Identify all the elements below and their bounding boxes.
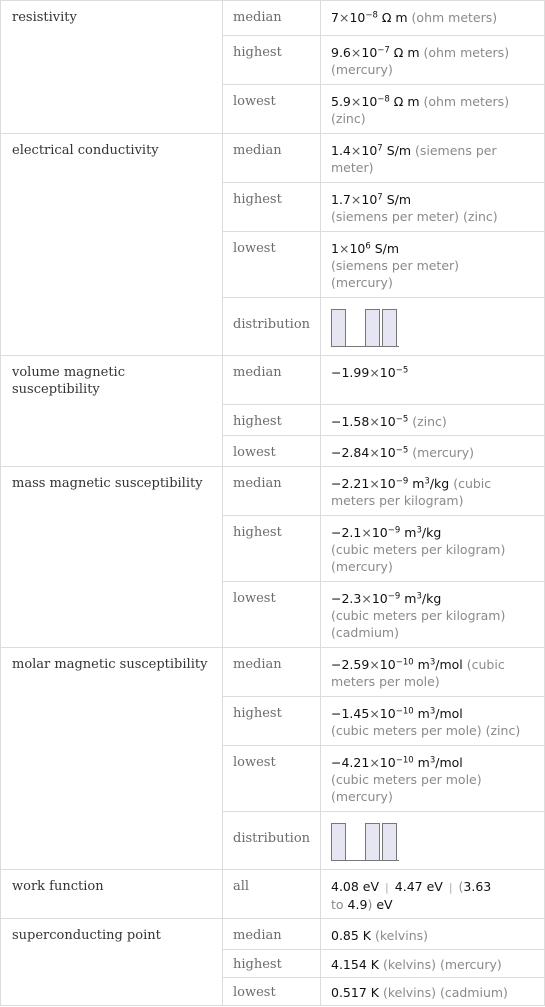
table-row [1, 467, 545, 516]
value-cell: $1.7\times 10^7$ S/m (siemens per meter) (zinc) [321, 183, 545, 232]
stat-label: distribution [223, 298, 321, 356]
value-cell: $-2.84\times 10^{-5}$ (mercury) [321, 436, 545, 467]
stat-label: lowest [223, 582, 321, 648]
value-cell: $-4.21\times 10^{-10}$ $m^3$/mol (cubic meters per mole) (mercury) [321, 746, 545, 812]
stat-label: median [223, 919, 321, 950]
stat-label: lowest [223, 85, 321, 134]
value-cell: $-2.59\times 10^{-10}$ $m^3$/mol (cubic meters per mole) [321, 648, 545, 697]
histogram-bar-1 [331, 309, 346, 346]
property-label-mass-magnetic-susceptibility: mass magnetic susceptibility [1, 467, 223, 648]
property-label-conductivity: electrical conductivity [1, 134, 223, 356]
table-row [1, 134, 545, 183]
value-cell: $-2.1\times 10^{-9}$ $m^3/kg$ (cubic meters per kilogram) (mercury) [321, 516, 545, 582]
stat-label: median [223, 134, 321, 183]
stat-label: median [223, 467, 321, 516]
value-cell: $9.6\times 10^{-7}$ Ω m (ohm meters) (mercury) [321, 36, 545, 85]
table-row [1, 356, 545, 405]
histogram-bar-1 [331, 823, 346, 860]
value-cell: $-1.99\times 10^{-5}$ [321, 356, 545, 405]
property-label-molar-magnetic-susceptibility: molar magnetic susceptibility [1, 648, 223, 870]
value-cell: 4.154 K (kelvins) (mercury) [321, 950, 545, 978]
value-cell: $-1.45\times 10^{-10}$ $m^3$/mol (cubic meters per mole) (zinc) [321, 697, 545, 746]
histogram-bar-2 [365, 309, 380, 346]
stat-label: highest [223, 516, 321, 582]
stat-label: highest [223, 36, 321, 85]
histogram-bar-3 [382, 309, 397, 346]
property-label-resistivity: resistivity [1, 1, 223, 134]
stat-label: lowest [223, 978, 321, 1006]
value-cell: 0.517 K (kelvins) (cadmium) [321, 978, 545, 1006]
distribution-cell [321, 298, 545, 356]
property-label-work-function: work function [1, 870, 223, 919]
table-row [1, 919, 545, 950]
stat-label: highest [223, 183, 321, 232]
value-cell: 0.85 K (kelvins) [321, 919, 545, 950]
value-cell: $1.4\times 10^7$ S/m (siemens per meter) [321, 134, 545, 183]
value-cell: $-1.58\times 10^{-5}$ (zinc) [321, 405, 545, 436]
stat-label: highest [223, 405, 321, 436]
stat-label: lowest [223, 746, 321, 812]
stat-label: distribution [223, 812, 321, 870]
value-cell: $-2.3\times 10^{-9}$ $m^3/kg$ (cubic meters per kilogram) (cadmium) [321, 582, 545, 648]
stat-label: highest [223, 697, 321, 746]
table-row [1, 1, 545, 36]
table-row [1, 648, 545, 697]
distribution-chart [331, 822, 399, 861]
value-cell: $7\times 10^{-8}$ Ω m (ohm meters) [321, 1, 545, 36]
property-label-superconducting-point: superconducting point [1, 919, 223, 1006]
histogram-bar-3 [382, 823, 397, 860]
stat-label: median [223, 648, 321, 697]
value-cell: $1\times 10^6$ S/m (siemens per meter) (mercury) [321, 232, 545, 298]
table-row [1, 870, 545, 919]
stat-label: lowest [223, 436, 321, 467]
stat-label: all [223, 870, 321, 919]
histogram-bar-2 [365, 823, 380, 860]
value-cell: $-2.21\times 10^{-9}$ $m^3/kg$ (cubic meters per kilogram) [321, 467, 545, 516]
stat-label: highest [223, 950, 321, 978]
stat-label: median [223, 356, 321, 405]
distribution-chart [331, 308, 399, 347]
stat-label: median [223, 1, 321, 36]
property-label-volume-magnetic-susceptibility: volume magnetic susceptibility [1, 356, 223, 467]
distribution-cell [321, 812, 545, 870]
value-cell: 4.08 eV | 4.47 eV | (3.63 to 4.9) eV [321, 870, 545, 919]
value-cell: $5.9\times 10^{-8}$ Ω m (ohm meters) (zinc) [321, 85, 545, 134]
stat-label: lowest [223, 232, 321, 298]
